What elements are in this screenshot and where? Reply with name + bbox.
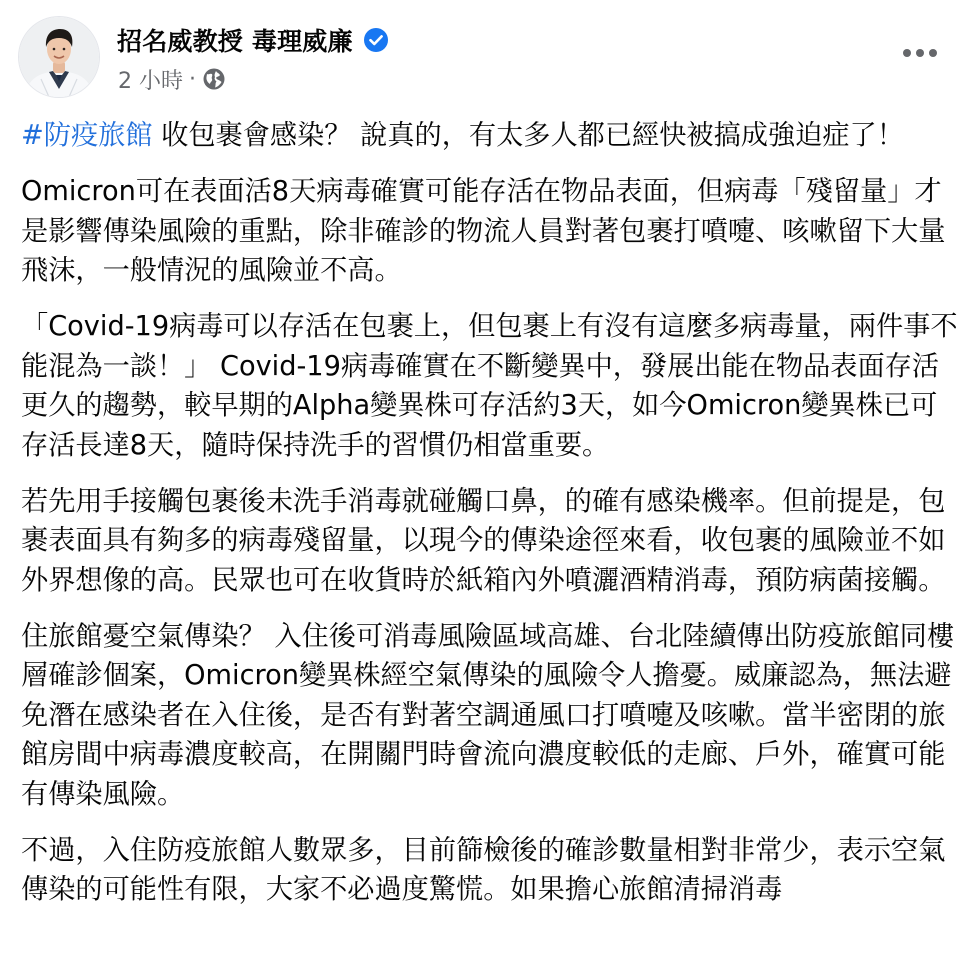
post-paragraph: 住旅館憂空氣傳染？ 入住後可消毒風險區域高雄、台北陸續傳出防疫旅館同樓層確診個案，Omicron變異株經空氣傳染的風險令人擔憂。威廉認為，無法避免潛在感染者在入住後，是否有對著空調通風口打噴嚏及咳嗽。當半密閉的旅館房間中病毒濃度較高，在開關門時會流向濃度較低的走廊、戶外，確實可能有傳染風險。 xyxy=(21,620,955,810)
post-paragraph: 「Covid-19病毒可以存活在包裹上，但包裹上有沒有這麼多病毒量，兩件事不能混為一談！」 Covid-19病毒確實在不斷變異中，發展出能在物品表面存活更久的趨勢，較早期的Alpha變異株可存活約3天，如今Omicron變異株已可存活長達8天，隨時保持洗手的習慣仍相當重要。 xyxy=(21,311,958,461)
post-meta xyxy=(118,62,226,96)
person-avatar-icon xyxy=(19,17,99,97)
more-options-button[interactable] xyxy=(895,33,945,73)
more-options-icon xyxy=(902,48,938,58)
post-paragraph: 不過，入住防疫旅館人數眾多，目前篩檢後的確診數量相對非常少，表示空氣傳染的可能性有限，大家不必過度驚慌。如果擔心旅館清掃消毒 xyxy=(21,834,946,905)
globe-icon[interactable] xyxy=(202,67,226,91)
post-timestamp[interactable]: 2 小時 xyxy=(118,68,183,94)
verified-badge-icon xyxy=(363,27,389,53)
post-paragraph xyxy=(21,116,961,156)
hashtag-link[interactable]: #防疫旅館 xyxy=(21,120,153,151)
post-paragraph: 若先用手接觸包裹後未洗手消毒就碰觸口鼻，的確有感染機率。但前提是，包裹表面具有夠多的病毒殘留量，以現今的傳染途徑來看，收包裹的風險並不如外界想像的高。民眾也可在收貨時於紙箱內外噴灑酒精消毒，預防病菌接觸。 xyxy=(21,485,946,596)
meta-separator: · xyxy=(189,66,196,92)
post-header xyxy=(0,0,979,110)
author-line xyxy=(117,20,389,60)
paragraph-text: 收包裹會感染？ 說真的，有太多人都已經快被搞成強迫症了！ xyxy=(152,120,904,151)
post-paragraph: Omicron可在表面活8天病毒確實可能存活在物品表面，但病毒「殘留量」才是影響傳染風險的重點，除非確診的物流人員對著包裹打噴嚏、咳嗽留下大量飛沫，一般情況的風險並不高。 xyxy=(21,176,946,286)
author-name[interactable]: 招名威教授 毒理威廉 xyxy=(117,27,353,56)
post-body xyxy=(21,116,961,926)
author-avatar[interactable] xyxy=(19,17,99,97)
